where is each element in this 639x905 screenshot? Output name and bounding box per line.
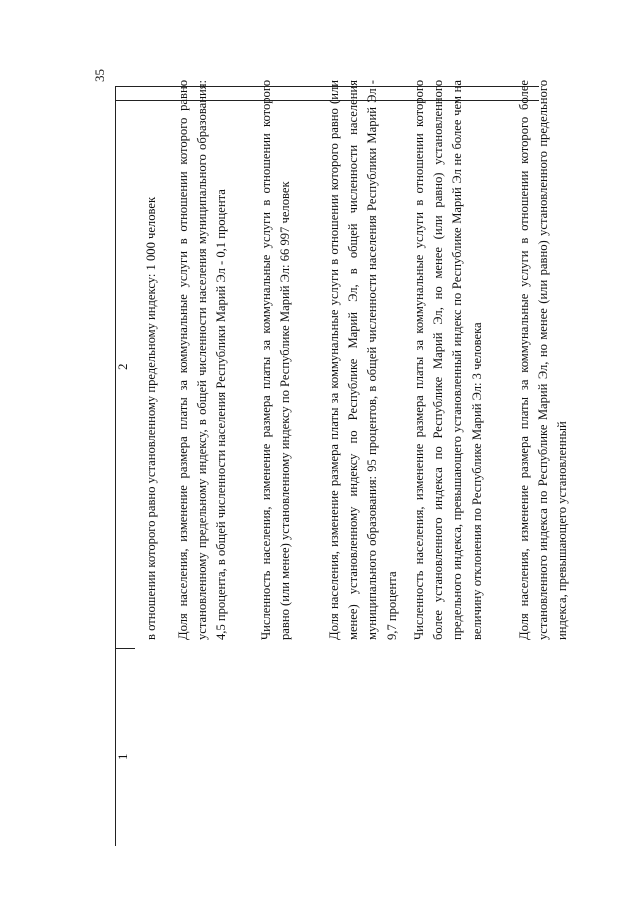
page-number: 35 [92, 69, 107, 82]
table-border-left [115, 86, 116, 846]
row-continuation: в отношении которого равно установленному предельному индексу: 1 000 человек [144, 196, 158, 640]
row-share-below-index: Доля населения, изменение размера платы за коммунальные услуги в отношении которого равно (или менее) установленному индексу по Республике Марий Эл, в общей численности населения муниципального образования: 95 процентов, в общей численности населения Республики Марий Эл - 9,7 процента [327, 80, 399, 640]
table-column-separator [115, 648, 135, 649]
row-share-above-index: Доля населения, изменение размера платы за коммунальные услуги в отношении которого более установленного индекса по Республике Марий Эл, но менее (или равно) установленного предельного индекса, превышающего установленный [517, 80, 570, 640]
column-header-2: 2 [115, 363, 130, 370]
row-count-above-index: Численность населения, изменение размера платы за коммунальные услуги в отношении которого более установленного индекса по Республике Марий Эл, но менее (или равно) установленного предельного индекса, превышающего установленный индекс по Республике Марий Эл не более чем на величину отклонения по Республике Марий Эл: 3 человека [412, 80, 484, 640]
column-header-1: 1 [115, 753, 130, 760]
row-share-equal-index: Доля населения, изменение размера платы за коммунальные услуги в отношении которого равно установленному предельному индексу, в общей численности населения муниципального образования: 4,5 процента, в общей численности населения Республики Марий Эл - 0,1 процента [176, 80, 229, 640]
row-count-below-index: Численность населения, изменение размера платы за коммунальные услуги в отношении которого равно (или менее) установленному индексу по Республике Марий Эл: 66 997 человек [259, 80, 293, 640]
